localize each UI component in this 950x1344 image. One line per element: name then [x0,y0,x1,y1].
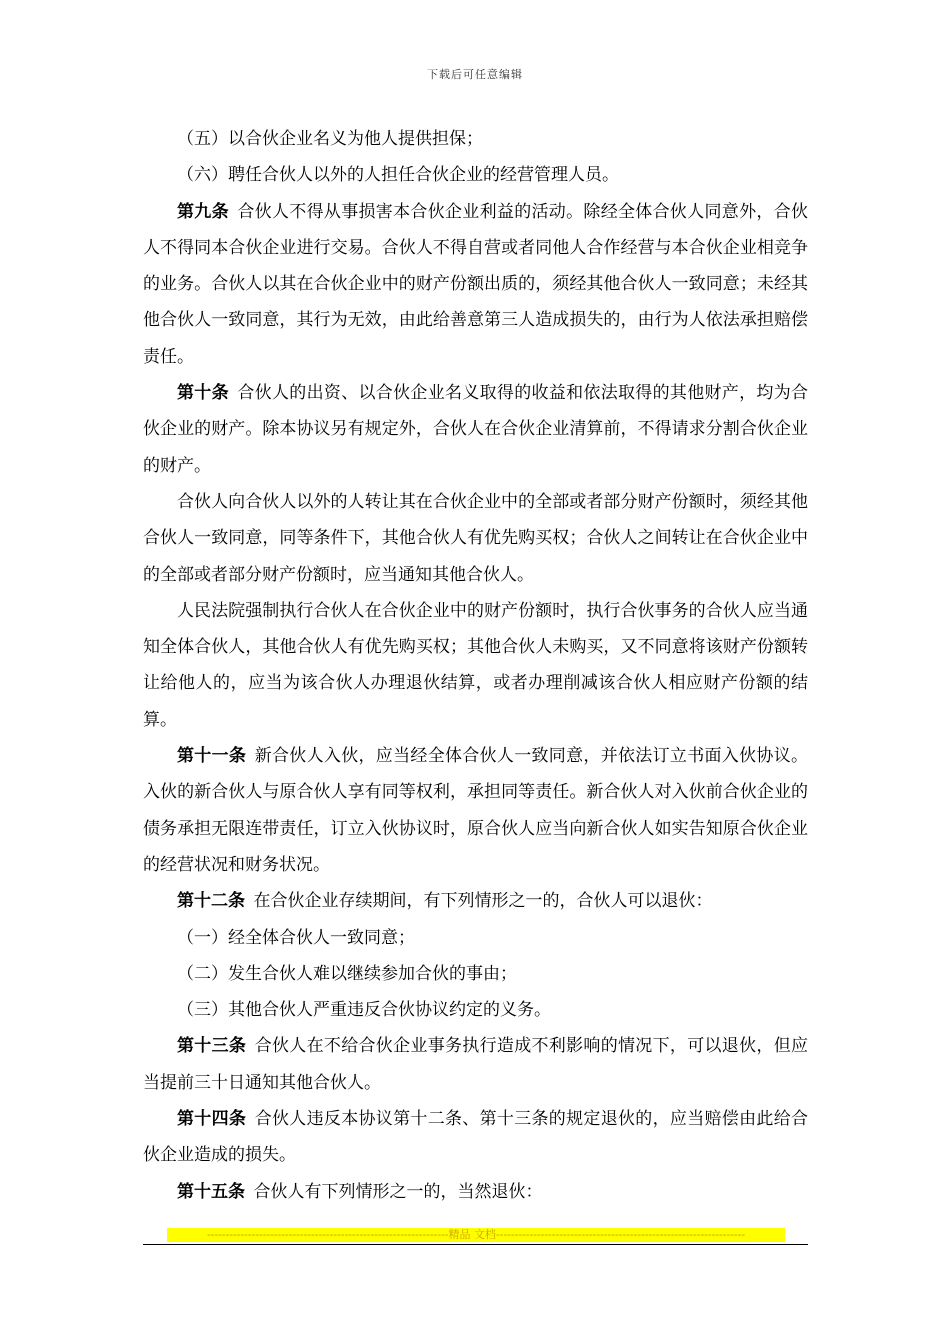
page-header: 下载后可任意编辑 [427,68,523,81]
footer-divider [143,1244,808,1245]
article-label: 第十一条 [177,746,247,767]
article-label: 第十三条 [177,1036,247,1057]
paragraph [143,738,808,883]
paragraph-text: （一）经全体合伙人一致同意； [177,927,415,948]
paragraph-text: 合伙人有下列情形之一的，当然退伙： [253,1181,543,1202]
paragraph [143,484,808,593]
paragraph-text: 合伙人向合伙人以外的人转让其在合伙企业中的全部或者部分财产份额时，须经其他合伙人一致同意，同等条件下，其他合伙人有优先购买权；合伙人之间转让在合伙企业中的全部或者部分财产份额时，应当通知其他合伙人。 [143,491,808,585]
article-label: 第九条 [177,201,229,222]
article-label: 第十四条 [177,1109,247,1130]
paragraph-text: 合伙人不得从事损害本合伙企业利益的活动。除经全体合伙人同意外，合伙人不得同本合伙企业进行交易。合伙人不得自营或者同他人合作经营与本合伙企业相竞争的业务。合伙人以其在合伙企业中的财产份额出质的，须经其他合伙人一致同意；未经其他合伙人一致同意，其行为无效，由此给善意第三人造成损失的，由行为人依法承担赔偿责任。 [143,201,809,367]
article-label: 第十二条 [177,891,245,912]
paragraph-text: 新合伙人入伙，应当经全体合伙人一致同意，并依法订立书面入伙协议。入伙的新合伙人与原合伙人享有同等权利，承担同等责任。新合伙人对入伙前合伙企业的债务承担无限连带责任，订立入伙协议时，原合伙人应当向新合伙人如实告知原合伙企业的经营状况和财务状况。 [143,746,809,875]
paragraph [143,194,808,375]
paragraph-text: （六）聘任合伙人以外的人担任合伙企业的经营管理人员。 [177,165,619,186]
paragraph [143,593,808,738]
paragraph-text: （二）发生合伙人难以继续参加合伙的事由； [177,963,517,984]
document-body [143,121,808,1210]
paragraph [143,956,808,992]
article-label: 第十条 [177,383,229,404]
paragraph-text: （五）以合伙企业名义为他人提供担保； [177,129,483,149]
paragraph-text: 合伙人违反本协议第十二条、第十三条的规定退伙的，应当赔偿由此给合伙企业造成的损失。 [143,1109,809,1166]
footer-watermark-band: -----------------------------------------------------------------精品 文档------------------------------------------------------------------- [167,1228,785,1242]
paragraph-text: 在合伙企业存续期间，有下列情形之一的，合伙人可以退伙： [253,891,713,912]
paragraph [143,375,808,484]
paragraph [143,121,808,157]
paragraph [143,992,808,1028]
paragraph-text: 合伙人的出资、以合伙企业名义取得的收益和依法取得的其他财产，均为合伙企业的财产。除本协议另有规定外，合伙人在合伙企业清算前，不得请求分割合伙企业的财产。 [143,383,809,476]
page-footer [143,1228,808,1245]
article-label: 第十五条 [177,1181,245,1202]
paragraph [143,920,808,956]
paragraph [143,157,808,193]
paragraph [143,883,808,919]
paragraph-text: （三）其他合伙人严重违反合伙协议约定的义务。 [177,1000,551,1021]
paragraph [143,1101,808,1174]
paragraph-text: 人民法院强制执行合伙人在合伙企业中的财产份额时，执行合伙事务的合伙人应当通知全体合伙人，其他合伙人有优先购买权；其他合伙人未购买，又不同意将该财产份额转让给他人的，应当为该合伙人办理退伙结算，或者办理削减该合伙人相应财产份额的结算。 [143,600,808,730]
paragraph [143,1174,808,1210]
paragraph [143,1028,808,1101]
paragraph-text: 合伙人在不给合伙企业事务执行造成不利影响的情况下，可以退伙，但应当提前三十日通知其他合伙人。 [143,1036,809,1093]
